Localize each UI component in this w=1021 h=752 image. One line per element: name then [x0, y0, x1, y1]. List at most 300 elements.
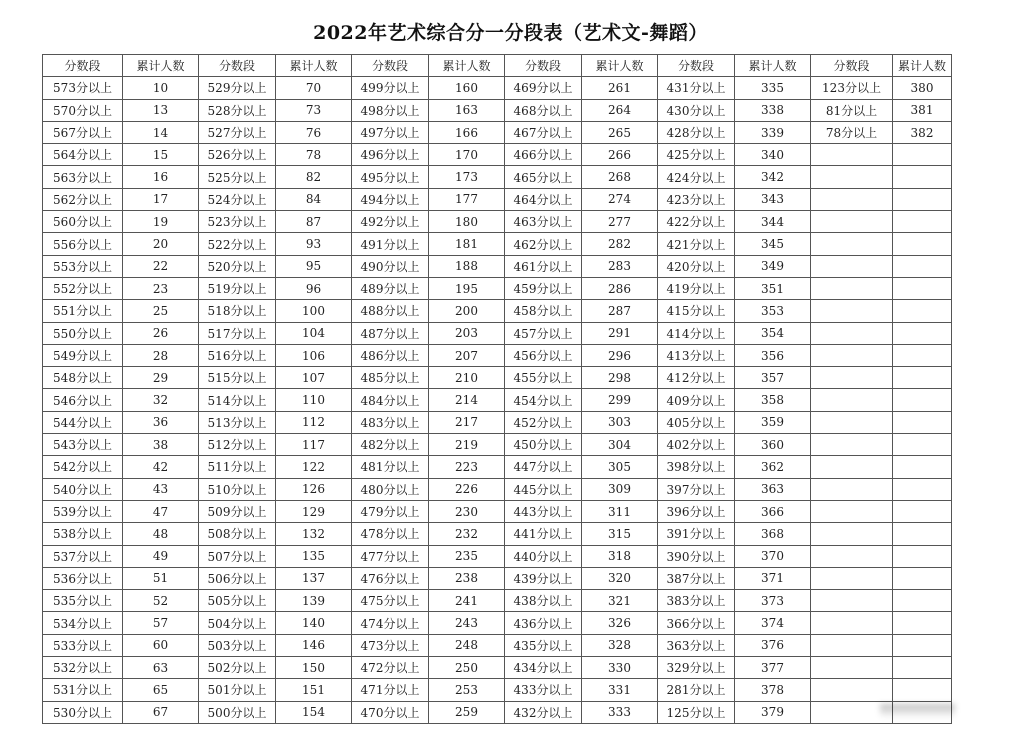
table-row [43, 277, 952, 299]
score-range-cell: 420分以上 [658, 255, 735, 277]
cumulative-count-cell: 315 [582, 523, 658, 545]
score-range-cell: 471分以上 [352, 679, 429, 701]
cumulative-count-cell: 277 [582, 211, 658, 233]
score-range-cell: 537分以上 [43, 545, 123, 567]
table-row [43, 500, 952, 522]
score-range-cell: 455分以上 [505, 367, 582, 389]
cumulative-count-cell: 180 [429, 211, 505, 233]
score-range-cell: 483分以上 [352, 411, 429, 433]
score-range-cell: 503分以上 [199, 634, 276, 656]
cumulative-count-cell: 358 [735, 389, 811, 411]
cumulative-count-cell: 356 [735, 344, 811, 366]
score-range-cell: 567分以上 [43, 121, 123, 143]
cumulative-count-cell: 376 [735, 634, 811, 656]
score-range-cell: 413分以上 [658, 344, 735, 366]
table-row [43, 121, 952, 143]
header-score-range: 分数段 [199, 55, 276, 77]
score-range-cell: 467分以上 [505, 121, 582, 143]
score-range-cell: 490分以上 [352, 255, 429, 277]
cumulative-count-cell: 95 [276, 255, 352, 277]
score-range-cell [811, 634, 893, 656]
cumulative-count-cell: 343 [735, 188, 811, 210]
score-range-cell [811, 478, 893, 500]
cumulative-count-cell [893, 634, 952, 656]
score-range-cell [811, 545, 893, 567]
score-range-cell: 474分以上 [352, 612, 429, 634]
score-range-cell: 520分以上 [199, 255, 276, 277]
cumulative-count-cell: 32 [123, 389, 199, 411]
cumulative-count-cell: 340 [735, 144, 811, 166]
score-range-cell: 383分以上 [658, 590, 735, 612]
score-range-cell: 533分以上 [43, 634, 123, 656]
cumulative-count-cell [893, 255, 952, 277]
cumulative-count-cell: 96 [276, 277, 352, 299]
cumulative-count-cell: 296 [582, 344, 658, 366]
score-range-cell: 432分以上 [505, 701, 582, 723]
score-range-cell: 456分以上 [505, 344, 582, 366]
cumulative-count-cell: 326 [582, 612, 658, 634]
score-range-cell: 478分以上 [352, 523, 429, 545]
score-range-cell: 514分以上 [199, 389, 276, 411]
cumulative-count-cell: 47 [123, 500, 199, 522]
cumulative-count-cell: 60 [123, 634, 199, 656]
cumulative-count-cell [893, 211, 952, 233]
score-range-cell: 570分以上 [43, 99, 123, 121]
score-range-cell [811, 500, 893, 522]
cumulative-count-cell: 17 [123, 188, 199, 210]
cumulative-count-cell: 150 [276, 657, 352, 679]
cumulative-count-cell: 318 [582, 545, 658, 567]
cumulative-count-cell: 248 [429, 634, 505, 656]
cumulative-count-cell: 73 [276, 99, 352, 121]
cumulative-count-cell: 368 [735, 523, 811, 545]
score-range-cell: 536分以上 [43, 567, 123, 589]
cumulative-count-cell: 137 [276, 567, 352, 589]
score-range-cell: 491分以上 [352, 233, 429, 255]
cumulative-count-cell: 380 [893, 77, 952, 99]
cumulative-count-cell [893, 679, 952, 701]
score-range-cell: 487分以上 [352, 322, 429, 344]
cumulative-count-cell: 338 [735, 99, 811, 121]
score-range-cell: 522分以上 [199, 233, 276, 255]
cumulative-count-cell: 67 [123, 701, 199, 723]
table-row [43, 612, 952, 634]
cumulative-count-cell: 298 [582, 367, 658, 389]
score-range-cell: 454分以上 [505, 389, 582, 411]
cumulative-count-cell: 354 [735, 322, 811, 344]
cumulative-count-cell: 117 [276, 434, 352, 456]
score-range-cell: 387分以上 [658, 567, 735, 589]
cumulative-count-cell: 29 [123, 367, 199, 389]
score-range-cell: 479分以上 [352, 500, 429, 522]
score-range-cell [811, 612, 893, 634]
score-range-cell: 506分以上 [199, 567, 276, 589]
score-range-cell [811, 233, 893, 255]
table-header-row [43, 55, 952, 77]
cumulative-count-cell: 359 [735, 411, 811, 433]
score-range-cell: 457分以上 [505, 322, 582, 344]
cumulative-count-cell: 379 [735, 701, 811, 723]
cumulative-count-cell: 76 [276, 121, 352, 143]
score-range-cell: 419分以上 [658, 277, 735, 299]
cumulative-count-cell: 330 [582, 657, 658, 679]
cumulative-count-cell: 173 [429, 166, 505, 188]
score-range-cell: 397分以上 [658, 478, 735, 500]
cumulative-count-cell [893, 166, 952, 188]
cumulative-count-cell: 378 [735, 679, 811, 701]
cumulative-count-cell: 223 [429, 456, 505, 478]
score-range-cell: 504分以上 [199, 612, 276, 634]
score-range-cell: 125分以上 [658, 701, 735, 723]
cumulative-count-cell: 373 [735, 590, 811, 612]
cumulative-count-cell [893, 233, 952, 255]
table-row [43, 144, 952, 166]
cumulative-count-cell: 20 [123, 233, 199, 255]
score-range-cell: 440分以上 [505, 545, 582, 567]
score-range-cell: 526分以上 [199, 144, 276, 166]
cumulative-count-cell: 328 [582, 634, 658, 656]
score-range-cell: 523分以上 [199, 211, 276, 233]
table-row [43, 434, 952, 456]
score-range-cell: 513分以上 [199, 411, 276, 433]
score-range-cell: 436分以上 [505, 612, 582, 634]
cumulative-count-cell: 170 [429, 144, 505, 166]
cumulative-count-cell: 106 [276, 344, 352, 366]
cumulative-count-cell: 57 [123, 612, 199, 634]
cumulative-count-cell [893, 144, 952, 166]
header-cumulative-count: 累计人数 [582, 55, 658, 77]
score-range-cell [811, 344, 893, 366]
header-score-range: 分数段 [811, 55, 893, 77]
table-row [43, 590, 952, 612]
score-range-cell [811, 411, 893, 433]
score-range-cell: 527分以上 [199, 121, 276, 143]
score-range-cell: 462分以上 [505, 233, 582, 255]
score-range-cell: 495分以上 [352, 166, 429, 188]
table-row [43, 344, 952, 366]
score-range-cell [811, 657, 893, 679]
score-range-cell: 549分以上 [43, 344, 123, 366]
score-range-cell: 481分以上 [352, 456, 429, 478]
cumulative-count-cell: 151 [276, 679, 352, 701]
cumulative-count-cell: 10 [123, 77, 199, 99]
cumulative-count-cell: 146 [276, 634, 352, 656]
score-range-cell: 507分以上 [199, 545, 276, 567]
score-range-cell: 488分以上 [352, 300, 429, 322]
table-row [43, 99, 952, 121]
score-range-cell: 480分以上 [352, 478, 429, 500]
cumulative-count-cell: 107 [276, 367, 352, 389]
cumulative-count-cell [893, 657, 952, 679]
cumulative-count-cell: 320 [582, 567, 658, 589]
header-cumulative-count: 累计人数 [893, 55, 952, 77]
cumulative-count-cell [893, 523, 952, 545]
cumulative-count-cell: 230 [429, 500, 505, 522]
score-range-cell: 390分以上 [658, 545, 735, 567]
score-range-cell: 469分以上 [505, 77, 582, 99]
score-range-cell: 516分以上 [199, 344, 276, 366]
cumulative-count-cell: 243 [429, 612, 505, 634]
cumulative-count-cell: 139 [276, 590, 352, 612]
table-row [43, 411, 952, 433]
score-range-cell: 519分以上 [199, 277, 276, 299]
header-score-range: 分数段 [43, 55, 123, 77]
cumulative-count-cell: 261 [582, 77, 658, 99]
score-range-cell: 563分以上 [43, 166, 123, 188]
cumulative-count-cell [893, 367, 952, 389]
score-range-cell: 502分以上 [199, 657, 276, 679]
cumulative-count-cell [893, 456, 952, 478]
cumulative-count-cell: 357 [735, 367, 811, 389]
score-range-cell: 81分以上 [811, 99, 893, 121]
cumulative-count-cell [893, 277, 952, 299]
cumulative-count-cell: 345 [735, 233, 811, 255]
cumulative-count-cell: 195 [429, 277, 505, 299]
score-range-cell: 538分以上 [43, 523, 123, 545]
score-range-cell: 123分以上 [811, 77, 893, 99]
cumulative-count-cell [893, 500, 952, 522]
score-range-cell: 528分以上 [199, 99, 276, 121]
score-range-cell: 477分以上 [352, 545, 429, 567]
score-range-cell: 465分以上 [505, 166, 582, 188]
score-range-cell: 530分以上 [43, 701, 123, 723]
table-row [43, 367, 952, 389]
score-range-cell: 78分以上 [811, 121, 893, 143]
cumulative-count-cell: 377 [735, 657, 811, 679]
score-range-cell: 543分以上 [43, 434, 123, 456]
cumulative-count-cell: 291 [582, 322, 658, 344]
score-range-cell: 562分以上 [43, 188, 123, 210]
score-range-cell: 398分以上 [658, 456, 735, 478]
cumulative-count-cell [893, 478, 952, 500]
score-range-cell [811, 144, 893, 166]
table-row [43, 545, 952, 567]
score-range-cell: 430分以上 [658, 99, 735, 121]
score-range-cell: 402分以上 [658, 434, 735, 456]
score-range-cell: 485分以上 [352, 367, 429, 389]
score-range-cell: 459分以上 [505, 277, 582, 299]
table-row [43, 679, 952, 701]
cumulative-count-cell: 274 [582, 188, 658, 210]
cumulative-count-cell: 82 [276, 166, 352, 188]
cumulative-count-cell [893, 188, 952, 210]
cumulative-count-cell: 104 [276, 322, 352, 344]
table-row [43, 456, 952, 478]
cumulative-count-cell: 203 [429, 322, 505, 344]
cumulative-count-cell: 370 [735, 545, 811, 567]
cumulative-count-cell: 250 [429, 657, 505, 679]
cumulative-count-cell: 363 [735, 478, 811, 500]
score-range-cell: 560分以上 [43, 211, 123, 233]
score-range-cell: 505分以上 [199, 590, 276, 612]
score-range-cell: 552分以上 [43, 277, 123, 299]
cumulative-count-cell: 299 [582, 389, 658, 411]
cumulative-count-cell: 303 [582, 411, 658, 433]
cumulative-count-cell: 36 [123, 411, 199, 433]
cumulative-count-cell: 25 [123, 300, 199, 322]
cumulative-count-cell: 371 [735, 567, 811, 589]
page-fold-shadow [880, 704, 955, 718]
cumulative-count-cell: 28 [123, 344, 199, 366]
score-range-cell [811, 277, 893, 299]
cumulative-count-cell: 200 [429, 300, 505, 322]
cumulative-count-cell: 135 [276, 545, 352, 567]
cumulative-count-cell: 63 [123, 657, 199, 679]
cumulative-count-cell: 15 [123, 144, 199, 166]
cumulative-count-cell: 266 [582, 144, 658, 166]
cumulative-count-cell: 181 [429, 233, 505, 255]
cumulative-count-cell: 226 [429, 478, 505, 500]
score-range-cell: 428分以上 [658, 121, 735, 143]
cumulative-count-cell: 342 [735, 166, 811, 188]
cumulative-count-cell [893, 567, 952, 589]
page-title: 2022年艺术综合分一分段表（艺术文-舞蹈） [313, 22, 708, 44]
cumulative-count-cell: 366 [735, 500, 811, 522]
table-row [43, 322, 952, 344]
cumulative-count-cell: 381 [893, 99, 952, 121]
score-range-cell: 501分以上 [199, 679, 276, 701]
score-range-cell: 524分以上 [199, 188, 276, 210]
score-range-cell: 556分以上 [43, 233, 123, 255]
score-range-cell [811, 434, 893, 456]
score-range-cell: 509分以上 [199, 500, 276, 522]
cumulative-count-cell: 210 [429, 367, 505, 389]
cumulative-count-cell [893, 434, 952, 456]
table-row [43, 478, 952, 500]
cumulative-count-cell: 188 [429, 255, 505, 277]
table-row [43, 166, 952, 188]
score-range-cell [811, 300, 893, 322]
score-range-cell: 458分以上 [505, 300, 582, 322]
score-range-cell: 425分以上 [658, 144, 735, 166]
score-range-cell: 546分以上 [43, 389, 123, 411]
cumulative-count-cell: 287 [582, 300, 658, 322]
score-range-cell: 438分以上 [505, 590, 582, 612]
cumulative-count-cell: 166 [429, 121, 505, 143]
score-range-cell: 525分以上 [199, 166, 276, 188]
score-range-cell: 450分以上 [505, 434, 582, 456]
score-range-cell [811, 523, 893, 545]
score-table [42, 54, 952, 724]
score-range-cell: 540分以上 [43, 478, 123, 500]
header-score-range: 分数段 [505, 55, 582, 77]
cumulative-count-cell: 207 [429, 344, 505, 366]
cumulative-count-cell [893, 411, 952, 433]
score-range-cell: 421分以上 [658, 233, 735, 255]
table-row [43, 77, 952, 99]
cumulative-count-cell: 42 [123, 456, 199, 478]
cumulative-count-cell: 26 [123, 322, 199, 344]
score-range-cell: 511分以上 [199, 456, 276, 478]
table-row [43, 701, 952, 723]
score-range-cell: 473分以上 [352, 634, 429, 656]
cumulative-count-cell: 235 [429, 545, 505, 567]
score-range-cell: 452分以上 [505, 411, 582, 433]
cumulative-count-cell: 309 [582, 478, 658, 500]
score-range-cell: 443分以上 [505, 500, 582, 522]
cumulative-count-cell: 49 [123, 545, 199, 567]
score-range-cell: 414分以上 [658, 322, 735, 344]
cumulative-count-cell: 100 [276, 300, 352, 322]
score-range-cell: 486分以上 [352, 344, 429, 366]
cumulative-count-cell: 154 [276, 701, 352, 723]
cumulative-count-cell: 16 [123, 166, 199, 188]
cumulative-count-cell: 362 [735, 456, 811, 478]
score-range-cell: 422分以上 [658, 211, 735, 233]
cumulative-count-cell: 339 [735, 121, 811, 143]
score-range-cell: 534分以上 [43, 612, 123, 634]
cumulative-count-cell: 163 [429, 99, 505, 121]
score-range-cell: 482分以上 [352, 434, 429, 456]
cumulative-count-cell: 38 [123, 434, 199, 456]
cumulative-count-cell: 305 [582, 456, 658, 478]
table-row [43, 300, 952, 322]
cumulative-count-cell: 283 [582, 255, 658, 277]
cumulative-count-cell: 304 [582, 434, 658, 456]
score-range-cell: 510分以上 [199, 478, 276, 500]
cumulative-count-cell: 265 [582, 121, 658, 143]
cumulative-count-cell [893, 612, 952, 634]
score-range-cell: 329分以上 [658, 657, 735, 679]
score-range-cell: 498分以上 [352, 99, 429, 121]
score-range-cell [811, 456, 893, 478]
cumulative-count-cell: 140 [276, 612, 352, 634]
score-range-cell: 476分以上 [352, 567, 429, 589]
score-range-cell: 518分以上 [199, 300, 276, 322]
score-range-cell: 492分以上 [352, 211, 429, 233]
score-range-cell: 497分以上 [352, 121, 429, 143]
cumulative-count-cell: 382 [893, 121, 952, 143]
score-range-cell: 466分以上 [505, 144, 582, 166]
cumulative-count-cell: 87 [276, 211, 352, 233]
cumulative-count-cell [893, 590, 952, 612]
table-row [43, 523, 952, 545]
score-range-cell: 431分以上 [658, 77, 735, 99]
cumulative-count-cell: 286 [582, 277, 658, 299]
cumulative-count-cell: 160 [429, 77, 505, 99]
table-row [43, 634, 952, 656]
score-range-cell: 441分以上 [505, 523, 582, 545]
cumulative-count-cell: 353 [735, 300, 811, 322]
header-score-range: 分数段 [352, 55, 429, 77]
cumulative-count-cell: 268 [582, 166, 658, 188]
cumulative-count-cell [893, 344, 952, 366]
cumulative-count-cell: 253 [429, 679, 505, 701]
cumulative-count-cell: 238 [429, 567, 505, 589]
cumulative-count-cell [893, 300, 952, 322]
score-range-cell: 544分以上 [43, 411, 123, 433]
score-range-cell: 435分以上 [505, 634, 582, 656]
score-range-cell: 499分以上 [352, 77, 429, 99]
score-range-cell: 439分以上 [505, 567, 582, 589]
table-row [43, 389, 952, 411]
score-range-cell [811, 211, 893, 233]
score-range-cell: 517分以上 [199, 322, 276, 344]
cumulative-count-cell: 78 [276, 144, 352, 166]
cumulative-count-cell [893, 545, 952, 567]
cumulative-count-cell: 52 [123, 590, 199, 612]
score-range-cell: 573分以上 [43, 77, 123, 99]
cumulative-count-cell: 333 [582, 701, 658, 723]
score-range-cell: 405分以上 [658, 411, 735, 433]
score-range-cell: 542分以上 [43, 456, 123, 478]
cumulative-count-cell: 349 [735, 255, 811, 277]
cumulative-count-cell: 331 [582, 679, 658, 701]
cumulative-count-cell: 122 [276, 456, 352, 478]
cumulative-count-cell: 335 [735, 77, 811, 99]
score-range-cell [811, 188, 893, 210]
header-cumulative-count: 累计人数 [123, 55, 199, 77]
